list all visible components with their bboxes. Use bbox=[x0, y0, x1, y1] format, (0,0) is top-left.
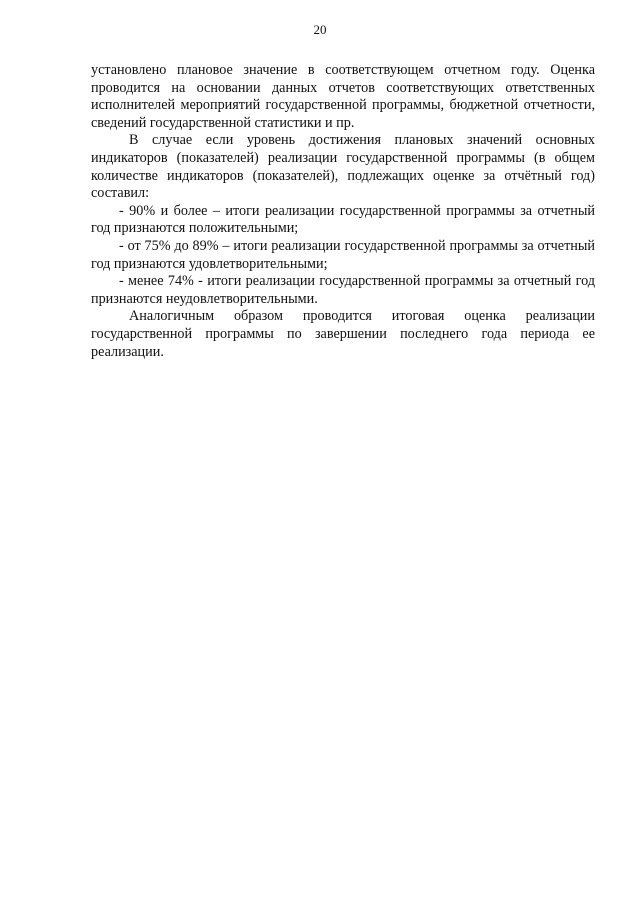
page-number: 20 bbox=[313, 22, 327, 37]
paragraph-final-evaluation: Аналогичным образом проводится итоговая оценка реализации государственной программы по завершении последнего года периода ее реализации. bbox=[91, 308, 595, 360]
document-body bbox=[91, 62, 595, 361]
paragraph-condition-intro: В случае если уровень достижения плановых значений основных индикаторов (показателей) реализации государственной программы (в общем количестве индикаторов (показателей), подлежащих оценке за отчётный год) составил: bbox=[91, 132, 595, 202]
list-item-unsatisfactory: - менее 74% - итоги реализации государственной программы за отчетный год признаются неудовлетворительными. bbox=[91, 273, 595, 307]
list-item-positive: - 90% и более – итоги реализации государственной программы за отчетный год признаются положительными; bbox=[91, 202, 595, 237]
paragraph-continuation: установлено плановое значение в соответствующем отчетном году. Оценка проводится на основании данных отчетов соответствующих ответственных исполнителей мероприятий государственной программы, бюджетной отчетности, сведений государственной статистики и пр. bbox=[91, 62, 595, 131]
list-item-satisfactory: - от 75% до 89% – итоги реализации государственной программы за отчетный год признаются удовлетворительными; bbox=[91, 237, 595, 272]
